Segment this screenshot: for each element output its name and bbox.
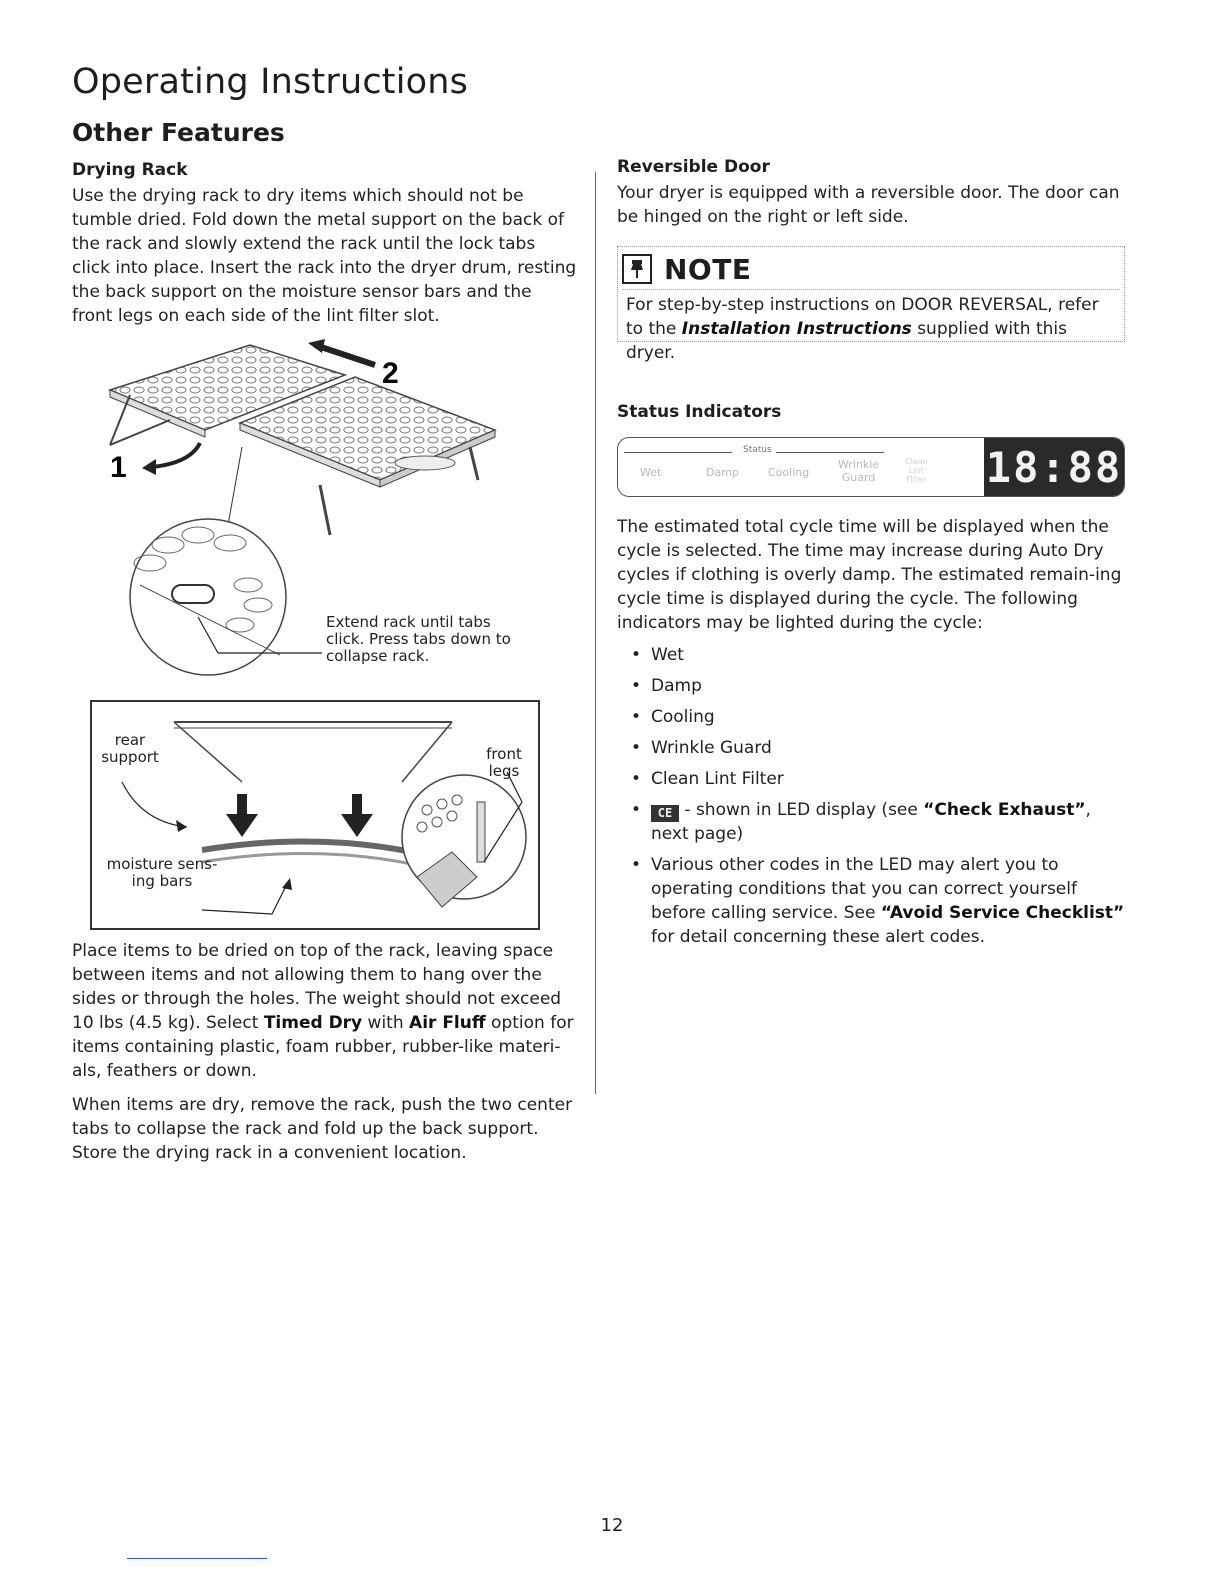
- para2-text-a: Place items to be dried on top of the rack, leaving space between items and not allowing them to hang over the sides or through the holes. The weight should not exceed 10 lbs (4.5 kg). Select: [72, 941, 562, 1033]
- status-damp: Damp: [706, 466, 739, 479]
- indicator-list: [617, 643, 1125, 949]
- led-time-display: 18:88: [984, 438, 1124, 496]
- rack-caption: [326, 614, 511, 665]
- front-legs-line-2: legs: [488, 762, 520, 780]
- drying-rack-usage: [72, 939, 577, 1165]
- ce-led-code: CE: [651, 805, 679, 822]
- down-arrow-icon: [226, 794, 258, 837]
- status-wrinkle-guard: [838, 458, 879, 484]
- installation-instructions-term: Installation Instructions: [681, 319, 912, 339]
- footer-rule: [127, 1558, 267, 1559]
- status-rule-left: [624, 452, 732, 453]
- status-clean-lint-filter: [905, 457, 928, 484]
- front-legs-line-1: front: [486, 745, 522, 763]
- arrow-1-icon: [142, 443, 200, 475]
- note-label: NOTE: [664, 252, 752, 286]
- page-title: Operating Instructions: [72, 62, 469, 102]
- wrinkle-line-2: Guard: [841, 471, 876, 484]
- rear-support-line-2: support: [101, 748, 159, 766]
- drying-rack-heading: Drying Rack: [72, 160, 188, 180]
- avoid-service-checklist-ref: “Avoid Service Checklist”: [880, 903, 1125, 923]
- para2-text-b: with: [362, 1013, 410, 1033]
- reversible-door-text: Your dryer is equipped with a reversible door. The door can be hinged on the right or left side.: [617, 183, 1120, 227]
- moisture-bars-label: [102, 856, 222, 890]
- note-divider: [622, 289, 1120, 290]
- reversible-door-section: [617, 157, 1127, 229]
- indicator-item: • Damp: [631, 674, 1125, 698]
- clean-line-3: Filter: [906, 475, 927, 484]
- drying-rack-para-2: [72, 939, 577, 1083]
- rear-support-line-1: rear: [114, 731, 146, 749]
- drying-rack-intro: Use the drying rack to dry items which should not be tumble dried. Fold down the metal support on the back of the rack and slowly extend the rack until the lock tabs click into place. Insert the rack into the dryer drum, resting the back support on the moisture sensor bars and the front legs on each side of the lint filter slot.: [72, 186, 577, 326]
- air-fluff-term: Air Fluff: [409, 1013, 486, 1033]
- page-number: 12: [600, 1515, 624, 1536]
- timed-dry-term: Timed Dry: [263, 1013, 363, 1033]
- status-wet: Wet: [640, 466, 662, 479]
- drying-rack-column: [72, 160, 577, 328]
- status-indicators-heading: Status Indicators: [617, 402, 782, 422]
- step-1-label: 1: [110, 451, 127, 484]
- indicator-item: • Clean Lint Filter: [631, 767, 1125, 791]
- rear-support-label: [100, 732, 160, 766]
- status-label: Status: [743, 445, 772, 455]
- indicator-item: • Cooling: [631, 705, 1125, 729]
- status-cooling: Cooling: [768, 466, 810, 479]
- clean-line-1: Clean: [905, 457, 928, 466]
- rack-caption-line-3: collapse rack.: [326, 647, 430, 665]
- rack-in-drum-figure: [90, 700, 540, 930]
- note-text: [626, 293, 1121, 365]
- status-display-panel: [617, 437, 1125, 497]
- rack-caption-line-2: click. Press tabs down to: [326, 630, 511, 648]
- front-legs-label: [482, 746, 526, 780]
- check-exhaust-ref: “Check Exhaust”: [923, 800, 1086, 820]
- wrinkle-line-1: Wrinkle: [838, 458, 880, 471]
- ce-text-a: - shown in LED display (see: [679, 800, 924, 820]
- status-rule-right: [776, 452, 884, 453]
- other-text-b: for detail concerning these alert codes.: [651, 927, 985, 947]
- moisture-line-2: ing bars: [131, 872, 193, 890]
- note-header: [622, 253, 751, 285]
- indicator-item: • Wet: [631, 643, 1125, 667]
- para2-text-c: option for items containing plastic, foam rubber, rubber-like materi-als, feathers or down.: [72, 1013, 574, 1081]
- ce-text-b: , next page): [651, 800, 1091, 844]
- moisture-line-1: moisture sens-: [106, 855, 218, 873]
- other-text-a: Various other codes in the LED may alert you to operating conditions that you can correct yourself before calling service. See: [651, 855, 1077, 923]
- pushpin-icon: [622, 254, 652, 284]
- indicator-item-other: [631, 853, 1125, 949]
- down-arrow-icon: [341, 794, 373, 837]
- callout-leader: [228, 447, 242, 525]
- rack-caption-line-1: Extend rack until tabs: [326, 613, 491, 631]
- note-box: [617, 246, 1125, 363]
- reversible-door-heading: Reversible Door: [617, 157, 770, 177]
- status-description: The estimated total cycle time will be displayed when the cycle is selected. The time may increase during Auto Dry cycles if clothing is overly damp. The estimated remain-ing cycle time is displayed during the cycle. The following indicators may be lighted during the cycle:: [617, 517, 1122, 633]
- step-2-label: 2: [382, 357, 399, 390]
- indicator-item-ce: [631, 798, 1125, 846]
- note-text-a: For step-by-step instructions on DOOR REVERSAL, refer to the: [626, 295, 1099, 339]
- clean-line-2: Lint: [908, 466, 924, 475]
- tab-detail-circle: [130, 519, 322, 675]
- arrow-2-icon: [308, 339, 375, 365]
- status-indicators-body: [617, 515, 1125, 956]
- drying-rack-para-3: When items are dry, remove the rack, push the two center tabs to collapse the rack and fold up the back support. Store the drying rack in a convenient location.: [72, 1095, 573, 1163]
- section-title: Other Features: [72, 118, 285, 147]
- indicator-item: • Wrinkle Guard: [631, 736, 1125, 760]
- column-divider: [595, 172, 596, 1094]
- note-text-b: supplied with this dryer.: [626, 319, 1068, 363]
